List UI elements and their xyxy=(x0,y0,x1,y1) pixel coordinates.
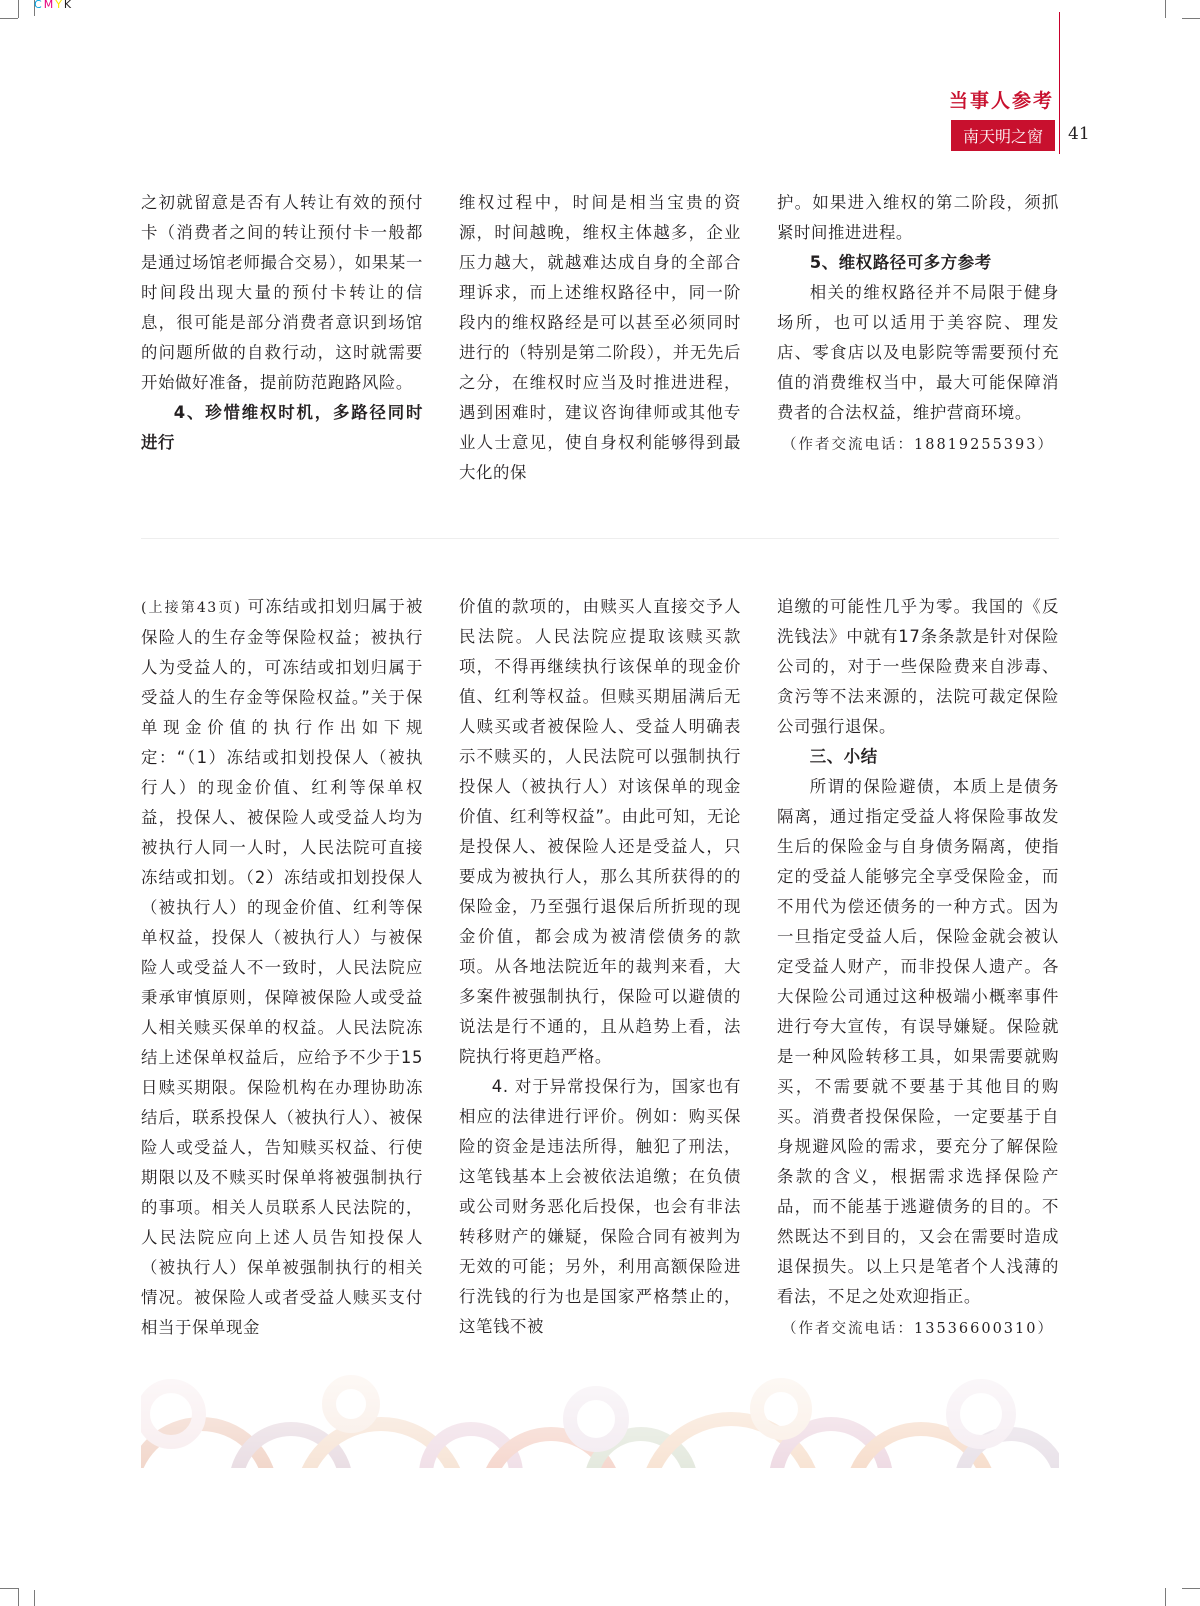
crop-mark xyxy=(34,1590,35,1606)
top-column-3 xyxy=(777,188,1059,460)
bottom-column-2 xyxy=(459,592,741,1342)
header-rule xyxy=(1059,12,1060,154)
section-title: 当事人参考 xyxy=(948,90,1054,112)
author-contact: （作者交流电话：13536600310） xyxy=(782,1321,1054,1337)
crop-mark xyxy=(1165,1588,1166,1606)
paragraph: 护。如果进入维权的第二阶段，须抓紧时间推进进程。 xyxy=(777,193,1059,242)
paragraph: 相关的维权路径并不局限于健身场所，也可以适用于美容院、理发店、零食店以及电影院等需要预付充值的消费维权当中，最大可能保障消费者的合法权益，维护营商环境。 xyxy=(777,283,1059,422)
crop-mark xyxy=(0,1588,18,1589)
paragraph: 价值的款项的，由赎买人直接交予人民法院。人民法院应提取该赎买款项，不得再继续执行该保单的现金价值、红利等权益。但赎买期届满后无人赎买或者被保险人、受益人明确表示不赎买的，人民法院可以强制执行投保人（被执行人）对该保单的现金价值、红利等权益”。由此可知，无论是投保人、被保险人还是受益人，只要成为被执行人，那么其所获得的的保险金，乃至强行退保后所折现的现金价值，都会成为被清偿债务的款项。从各地法院近年的裁判来看，大多案件被强制执行，保险可以避债的说法是行不通的，且从趋势上看，法院执行将更趋严格。 xyxy=(459,597,741,1066)
top-column-1 xyxy=(141,188,423,458)
section-divider xyxy=(141,538,1059,539)
paragraph: 所谓的保险避债，本质上是债务隔离，通过指定受益人将保险事故发生后的保险金与自身债务隔离，使指定的受益人能够完全享受保险金，而不用代为偿还债务的一种方式。因为一旦指定受益人后，保险金就会被认定受益人财产，而非投保人遗产。各大保险公司通过这种极端小概率事件进行夸大宣传，有误导嫌疑。保险就是一种风险转移工具，如果需要就购买，不需要就不要基于其他目的购买。消费者投保保险，一定要基于自身规避风险的需求，要充分了解保险条款的含义，根据需求选择保险产品，而不能基于逃避债务的目的。不然既达不到目的，又会在需要时造成退保损失。以上只是笔者个人浅薄的看法，不足之处欢迎指正。 xyxy=(777,777,1059,1306)
subheading: 5、维权路径可多方参考 xyxy=(809,253,992,272)
top-column-2 xyxy=(459,188,741,488)
page-number: 41 xyxy=(1068,124,1090,144)
subheading: 4、珍惜维权时机，多路径同时进行 xyxy=(141,403,423,452)
cmyk-print-mark: CMYK xyxy=(34,0,74,11)
crop-mark xyxy=(1182,18,1200,19)
decorative-circles-graphic xyxy=(141,1374,1059,1468)
bottom-column-3 xyxy=(777,592,1059,1344)
subheading: 三、小结 xyxy=(809,747,878,766)
author-contact: （作者交流电话：18819255393） xyxy=(782,437,1054,453)
paragraph: 之初就留意是否有人转让有效的预付卡（消费者之间的转让预付卡一般都是通过场馆老师撮合交易），如果某一时间段出现大量的预付卡转让的信息，很可能是部分消费者意识到场馆的问题所做的自救行动，这时就需要开始做好准备，提前防范跑路风险。 xyxy=(141,193,423,392)
paragraph: 维权过程中，时间是相当宝贵的资源，时间越晚，维权主体越多，企业压力越大，就越难达成自身的全部合理诉求，而上述维权路径中，同一阶段内的维权路经是可以甚至必须同时进行的（特别是第二阶段），并无先后之分，在维权时应当及时推进进程，遇到困难时，建议咨询律师或其他专业人士意见，使自身权利能够得到最大化的保 xyxy=(459,193,741,482)
paragraph-text: 可冻结或扣划归属于被保险人的生存金等保险权益；被执行人为受益人的，可冻结或扣划归属于受益人的生存金等保险权益。”关于保单现金价值的执行作出如下规定：“（1）冻结或扣划投保人（被执行人）的现金价值、红利等保单权益，投保人、被保险人或受益人均为被执行人同一人时，人民法院可直接冻结或扣划。（2）冻结或扣划投保人（被执行人）的现金价值、红利等保单权益，投保人（被执行人）与被保险人或受益人不一致时，人民法院应秉承审慎原则，保障被保险人或受益人相关赎买保单的权益。人民法院冻结上述保单权益后，应给予不少于15日赎买期限。保险机构在办理协助冻结后，联系投保人（被执行人）、被保险人或受益人，告知赎买权益、行使期限以及不赎买时保单将被强制执行的事项。相关人员联系人民法院的，人民法院应向上述人员告知投保人（被执行人）保单被强制执行的相关情况。被保险人或者受益人赎买支付相当于保单现金 xyxy=(141,597,423,1337)
column-tag: 南天明之窗 xyxy=(951,120,1055,151)
paragraph: 追缴的可能性几乎为零。我国的《反洗钱法》中就有17条条款是针对保险公司的，对于一些保险费来自涉毒、贪污等不法来源的，法院可裁定保险公司强行退保。 xyxy=(777,597,1059,736)
bottom-column-1 xyxy=(141,592,423,1343)
decorative-circles-banner xyxy=(141,1374,1059,1468)
crop-mark xyxy=(18,0,19,18)
crop-mark xyxy=(1182,1588,1200,1589)
crop-mark xyxy=(1165,0,1166,18)
crop-mark xyxy=(18,1588,19,1606)
continued-from-note: (上接第43页) xyxy=(141,600,242,616)
crop-mark xyxy=(0,18,18,19)
paragraph: 4. 对于异常投保行为，国家也有相应的法律进行评价。例如：购买保险的资金是违法所得，触犯了刑法，这笔钱基本上会被依法追缴；在负债或公司财务恶化后投保，也会有非法转移财产的嫌疑，保险合同有被判为无效的可能；另外，利用高额保险进行洗钱的行为也是国家严格禁止的，这笔钱不被 xyxy=(459,1077,741,1336)
paragraph xyxy=(141,592,423,1343)
